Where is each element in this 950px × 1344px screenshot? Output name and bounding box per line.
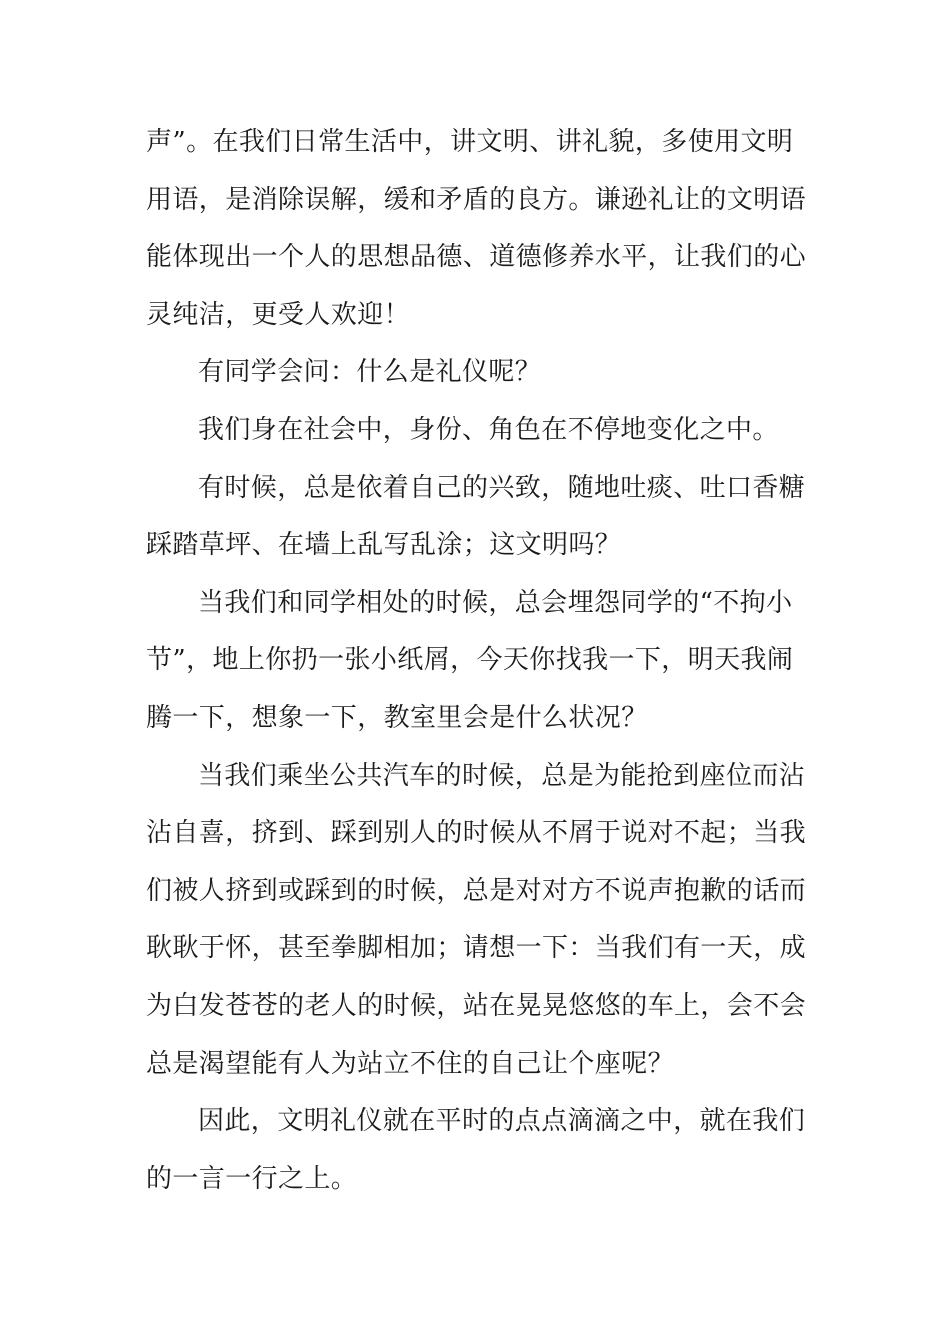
text-line: 踩踏草坪、在墙上乱写乱涂；这文明吗？ — [146, 530, 622, 561]
text-line: 耿耿于怀，甚至拳脚相加；请想一下：当我们有一天，成 — [146, 933, 807, 964]
text-line: 腾一下，想象一下，教室里会是什么状况？ — [146, 702, 648, 733]
text-line: 因此，文明礼仪就在平时的点点滴滴之中，就在我们 — [198, 1106, 806, 1137]
text-line: 沾自喜，挤到、踩到别人的时候从不屑于说对不起；当我 — [146, 818, 807, 849]
text-line: 当我们和同学相处的时候，总会埋怨同学的“不拘小 — [198, 587, 793, 618]
text-line: 总是渴望能有人为站立不住的自己让个座呢？ — [146, 1048, 675, 1079]
text-line: 们被人挤到或踩到的时候，总是对对方不说声抱歉的话而 — [146, 875, 807, 906]
text-line: 声”。在我们日常生活中，讲文明、讲礼貌，多使用文明 — [146, 127, 794, 157]
text-line: 有时候，总是依着自己的兴致，随地吐痰、吐口香糖 — [198, 472, 806, 503]
text-line: 能体现出一个人的思想品德、道德修养水平，让我们的心 — [146, 242, 807, 273]
text-line: 灵纯洁，更受人欢迎！ — [146, 299, 411, 330]
text-line: 的一言一行之上。 — [146, 1163, 358, 1194]
text-line: 用语，是消除误解，缓和矛盾的良方。谦逊礼让的文明语 — [146, 184, 807, 215]
paragraph-4 — [146, 460, 812, 575]
paragraph-2 — [146, 344, 812, 402]
text-line: 为白发苍苍的老人的时候，站在晃晃悠悠的车上，会不会 — [146, 990, 807, 1021]
text-line: 节”，地上你扔一张小纸屑，今天你找我一下，明天我闹 — [146, 645, 794, 676]
paragraph-6 — [146, 748, 812, 1094]
text-line: 当我们乘坐公共汽车的时候，总是为能抢到座位而沾 — [198, 760, 806, 791]
text-line: 我们身在社会中，身份、角色在不停地变化之中。 — [198, 414, 779, 445]
paragraph-5 — [146, 575, 812, 748]
paragraph-1 — [146, 114, 812, 344]
paragraph-3 — [146, 402, 812, 460]
text-line: 有同学会问：什么是礼仪呢？ — [198, 357, 542, 388]
body-text — [146, 114, 812, 1208]
paragraph-7 — [146, 1093, 812, 1208]
